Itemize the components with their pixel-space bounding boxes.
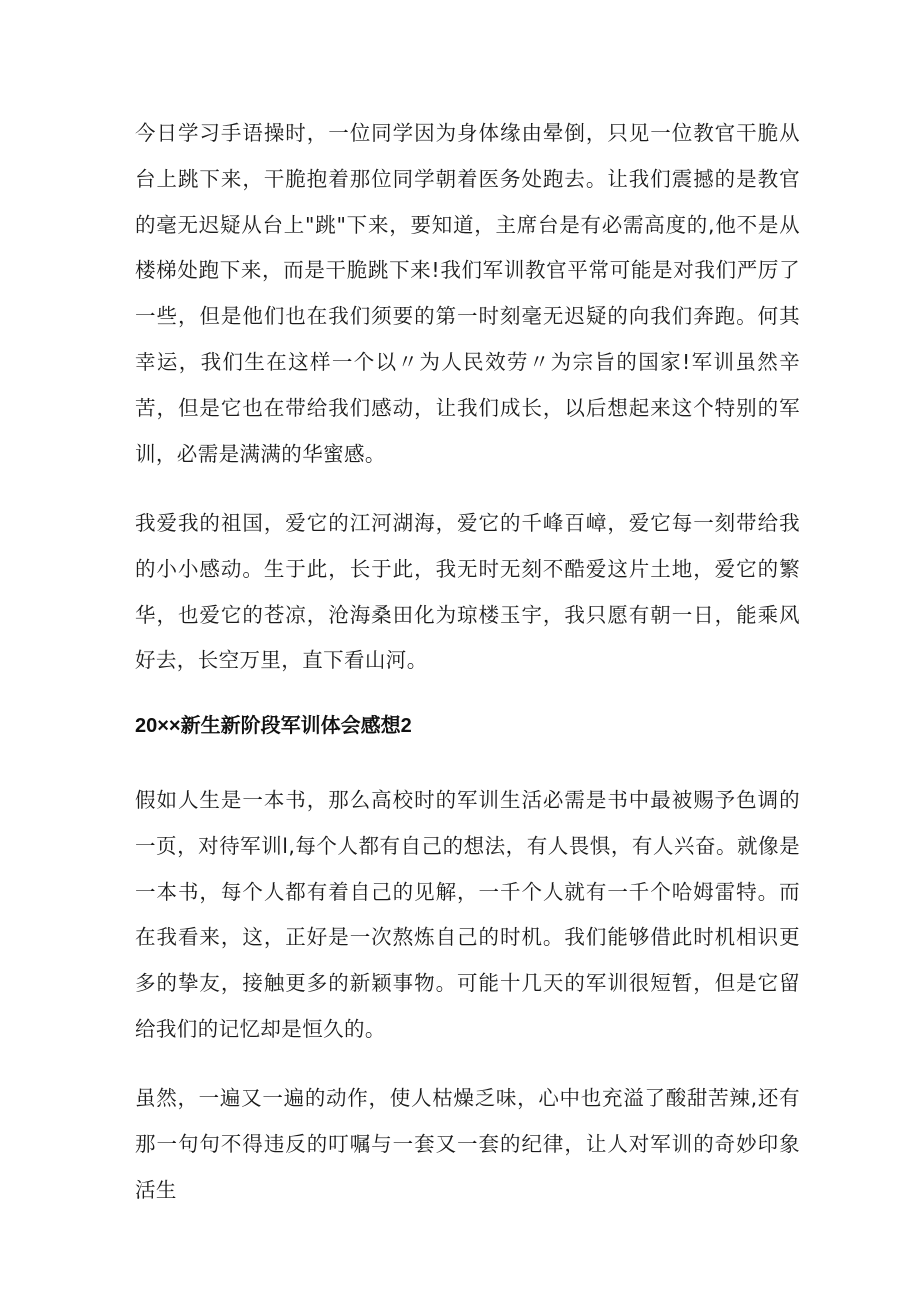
paragraph-3: 假如人生是一本书，那么高校时的军训生活必需是书中最被赐予色调的一页，对待军训l,每个人都有自己的想法，有人畏惧，有人兴奋。就像是一本书，每个人都有着自己的见解，一千个人就有一千个哈姆雷特。而在我看来，这，正好是一次熬炼自己的时机。我们能够借此时机相识更多的挚友，接触更多的新颖事物。可能十几天的军训很短暂，但是它留给我们的记忆却是恒久的。 [135,788,800,1041]
paragraph-2: 我爱我的祖国，爱它的江河湖海，爱它的千峰百嶂，爱它每一刻带给我的小小感动。生于此，长于此，我无时无刻不酷爱这片土地，爱它的繁华，也爱它的苍凉，沧海桑田化为琼楼玉宇，我只愿有朝一日，能乘风好去，长空万里，直下看山河。 [135,511,800,673]
paragraph-4: 虽然，一遍又一遍的动作，使人枯燥乏味，心中也充溢了酸甜苦辣,还有那一句句不得违反的叮嘱与一套又一套的纪律，让人对军训的奇妙印象活生 [135,1086,800,1202]
section-heading: 20××新生新阶段军训体会感想2 [135,715,412,737]
paragraph-1: 今日学习手语操时，一位同学因为身体缘由晕倒，只见一位教官干脆从台上跳下来，干脆抱着那位同学朝着医务处跑去。让我们震撼的是教官的毫无迟疑从台上"跳"下来，要知道，主席台是有必需高度的,他不是从楼梯处跑下来，而是干脆跳下来!我们军训教官平常可能是对我们严厉了一些，但是他们也在我们须要的第一时刻毫无迟疑的向我们奔跑。何其幸运，我们生在这样一个以〃为人民效劳〃为宗旨的国家!军训虽然辛苦，但是它也在带给我们感动，让我们成长，以后想起来这个特别的军训，必需是满满的华蜜感。 [135,121,800,466]
